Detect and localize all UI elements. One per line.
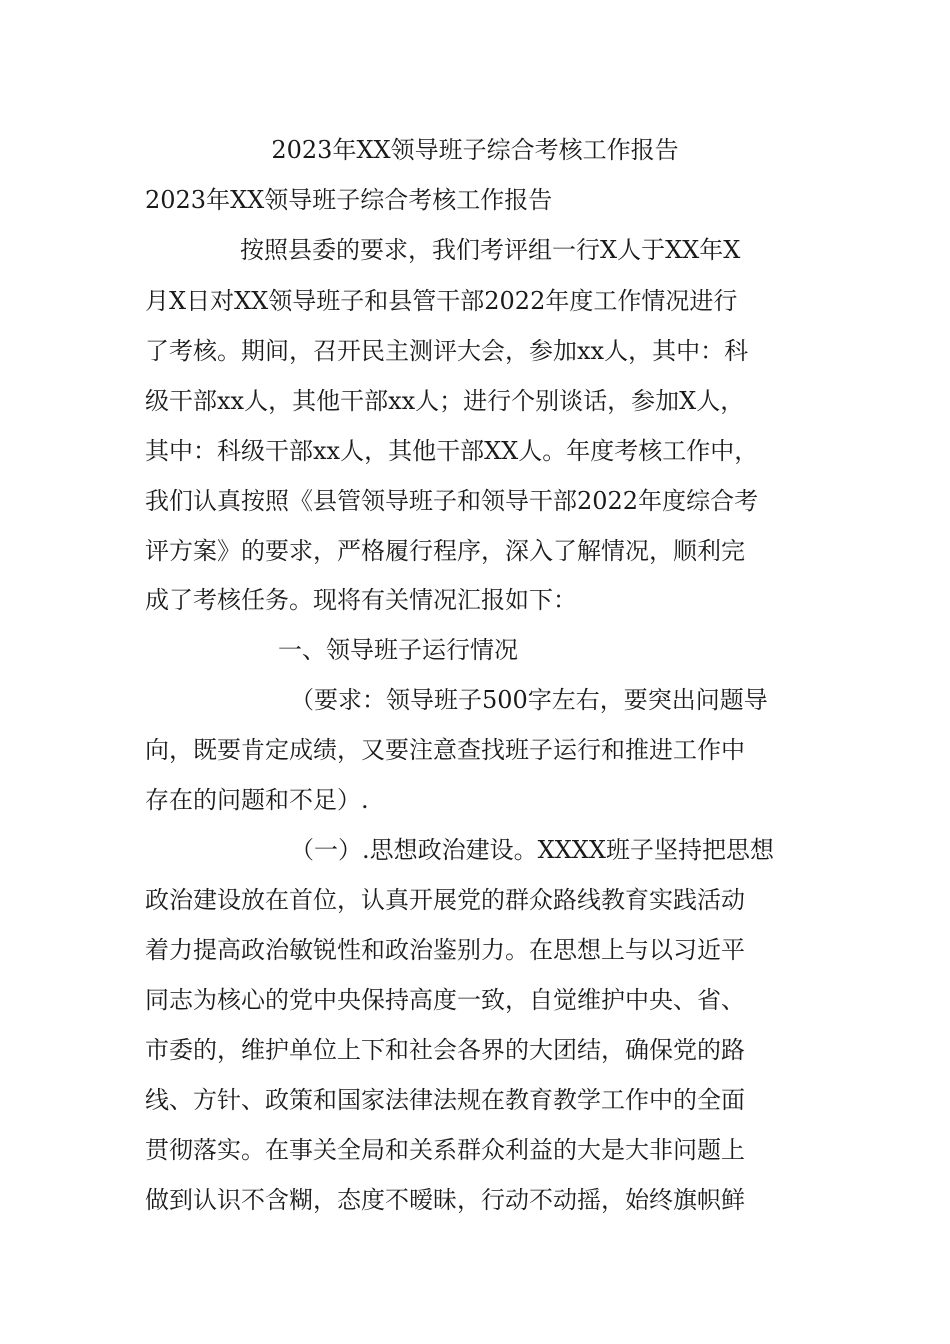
paragraph-line: 着力提高政治敏锐性和政治鉴别力。在思想上与以习近平	[145, 936, 745, 964]
paragraph-line: 评方案》的要求，严格履行程序，深入了解情况，顺利完	[145, 537, 745, 565]
paragraph-line: 市委的，维护单位上下和社会各界的大团结，确保党的路	[145, 1036, 745, 1064]
paragraph-line: 同志为核心的党中央保持高度一致，自觉维护中央、省、	[145, 986, 745, 1014]
paragraph-line: 线、方针、政策和国家法律法规在教育教学工作中的全面	[145, 1086, 745, 1114]
section-heading: 一、领导班子运行情况	[278, 636, 518, 664]
document-title: 2023年XX领导班子综合考核工作报告	[271, 136, 679, 164]
paragraph-line: 存在的问题和不足）.	[145, 786, 369, 814]
paragraph-line: 做到认识不含糊，态度不暧昧，行动不动摇，始终旗帜鲜	[145, 1186, 745, 1214]
subsection-heading: （一）.思想政治建设。XXXX班子坚持把思想	[290, 836, 774, 864]
paragraph-line: 向，既要肯定成绩，又要注意查找班子运行和推进工作中	[145, 736, 745, 764]
paragraph-line: 按照县委的要求，我们考评组一行X人于XX年X	[240, 236, 741, 264]
paragraph-line: 级干部xx人，其他干部xx人；进行个别谈话，参加X人，	[145, 387, 745, 415]
document-subtitle: 2023年XX领导班子综合考核工作报告	[145, 186, 553, 214]
paragraph-line: 政治建设放在首位，认真开展党的群众路线教育实践活动	[145, 886, 745, 914]
paragraph-line: 成了考核任务。现将有关情况汇报如下：	[145, 586, 577, 614]
paragraph-line: 了考核。期间，召开民主测评大会，参加xx人，其中：科	[145, 337, 749, 365]
paragraph-line: 其中：科级干部xx人，其他干部XX人。年度考核工作中，	[145, 437, 759, 465]
paragraph-line: 月X日对XX领导班子和县管干部2022年度工作情况进行	[145, 287, 738, 315]
paragraph-line: 我们认真按照《县管领导班子和领导干部2022年度综合考	[145, 487, 759, 515]
paragraph-line: 贯彻落实。在事关全局和关系群众利益的大是大非问题上	[145, 1136, 745, 1164]
paragraph-line: （要求：领导班子500字左右，要突出问题导	[290, 686, 768, 714]
